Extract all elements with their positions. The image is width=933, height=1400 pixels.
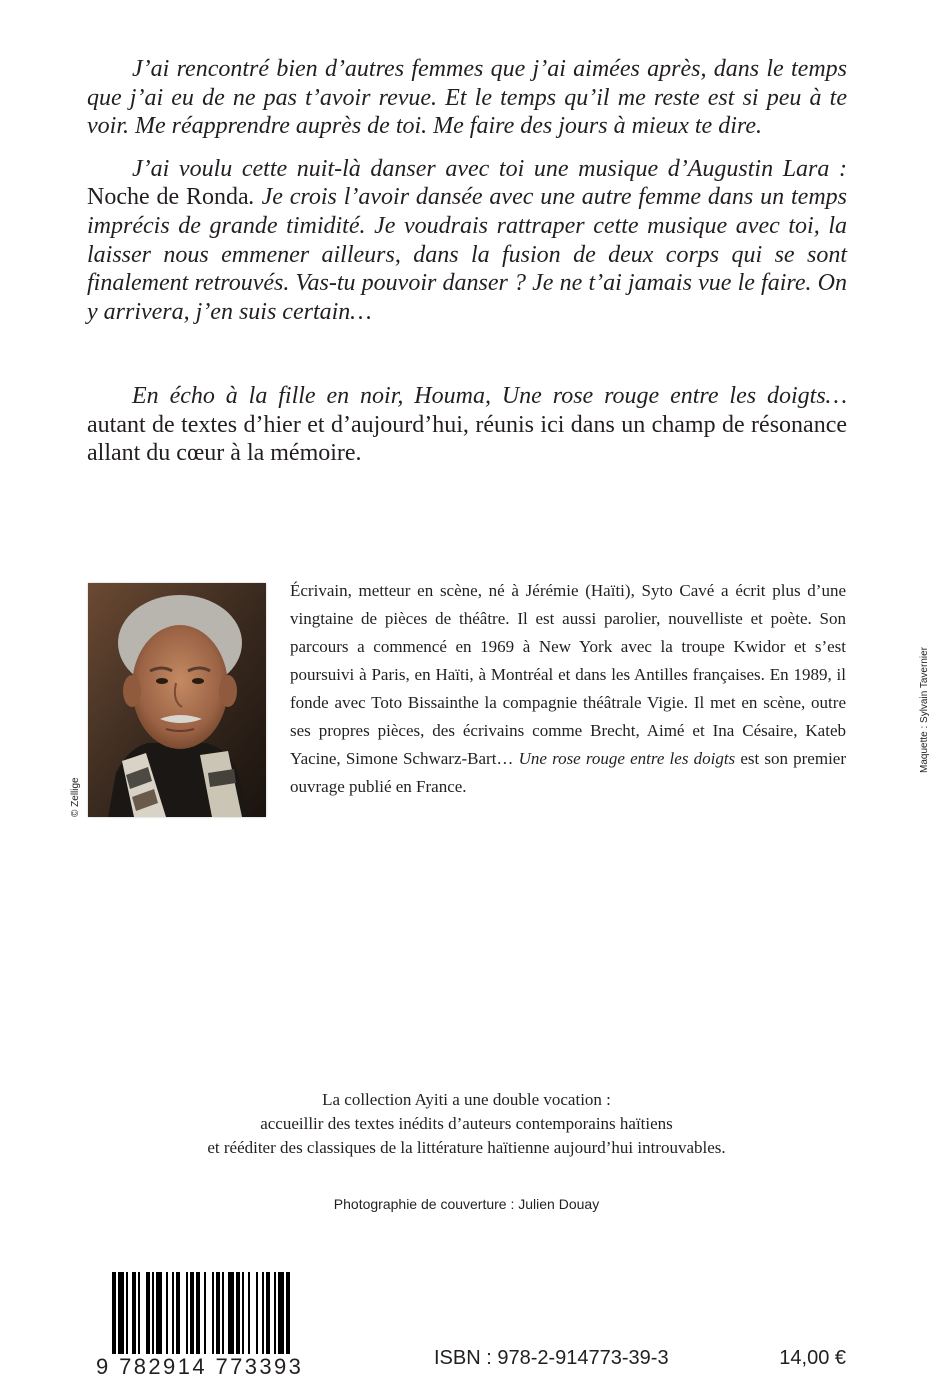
- barcode: [96, 1272, 336, 1379]
- layout-credit: Maquette : Sylvain Tavernier: [919, 647, 930, 773]
- song-title: Noche de Ronda: [87, 184, 249, 211]
- excerpt: [87, 55, 847, 326]
- isbn: ISBN : 978-2-914773-39-3: [434, 1347, 669, 1369]
- blurb-titles: En écho à la fille en noir, Houma, Une rose rouge entre les doigts…: [132, 383, 847, 409]
- collection-line-3: et rééditer des classiques de la littérature haïtienne aujourd’hui introuvables.: [207, 1138, 726, 1157]
- blurb: [87, 382, 847, 468]
- collection-line-1: La collection Ayiti a une double vocation :: [322, 1090, 611, 1109]
- excerpt-paragraph-2: J’ai voulu cette nuit-là danser avec toi une musique d’Augustin Lara : Noche de Ronda. Je crois l’avoir dansée avec une autre femme dans un temps imprécis de grande timidité. Je voudrais rattraper cette musique avec toi, la laisser nous emmener ailleurs, dans la fusion de deux corps qui se sont finalement retrouvés. Vas-tu pouvoir danser ? Je ne t’ai jamais vue le faire. On y arrivera, j’en suis certain…: [87, 155, 848, 325]
- book-title: Une rose rouge entre les doigts: [518, 749, 736, 768]
- barcode-digits: 9 782914 773393: [96, 1354, 336, 1380]
- blurb-paragraph: [87, 382, 847, 468]
- author-bio: Écrivain, metteur en scène, né à Jérémie (Haïti), Syto Cavé a écrit plus d’une vingtaine de pièces de théâtre. Il est aussi parolier, nouvelliste et poète. Son parcours a commencé en 1969 à New York avec la troupe Kwidor et s’est poursuivi à Paris, en Haïti, à Montréal et dans les Antilles françaises. En 1989, il fonde avec Toto Bissainthe la compagnie théâtrale Vigie. Il met en scène, outre ses propres pièces, des écrivains comme Brecht, Aimé et Ina Césaire, Kateb Yacine, Simone Schwarz-Bart… Une rose rouge entre les doigts est son premier ouvrage publié en France.: [290, 581, 847, 796]
- author-photo: [88, 583, 266, 817]
- blurb-text: autant de textes d’hier et d’aujourd’hui, réunis ici dans un champ de résonance allant du cœur à la mémoire.: [87, 411, 847, 467]
- excerpt-paragraph-1: J’ai rencontré bien d’autres femmes que j’ai aimées après, dans le temps que j’ai eu de ne pas t’avoir revue. Et le temps qu’il me reste est si peu à te voir. Me réapprendre auprès de toi. Me faire des jours à mieux te dire.: [87, 56, 847, 140]
- cover-photo-credit: Photographie de couverture : Julien Douay: [333, 1196, 600, 1212]
- collection-line-2: accueillir des textes inédits d’auteurs contemporains haïtiens: [260, 1114, 673, 1133]
- collection-note: [0, 1088, 933, 1160]
- price: 14,00 €: [779, 1347, 846, 1369]
- photo-credit: © Zellige: [70, 777, 81, 817]
